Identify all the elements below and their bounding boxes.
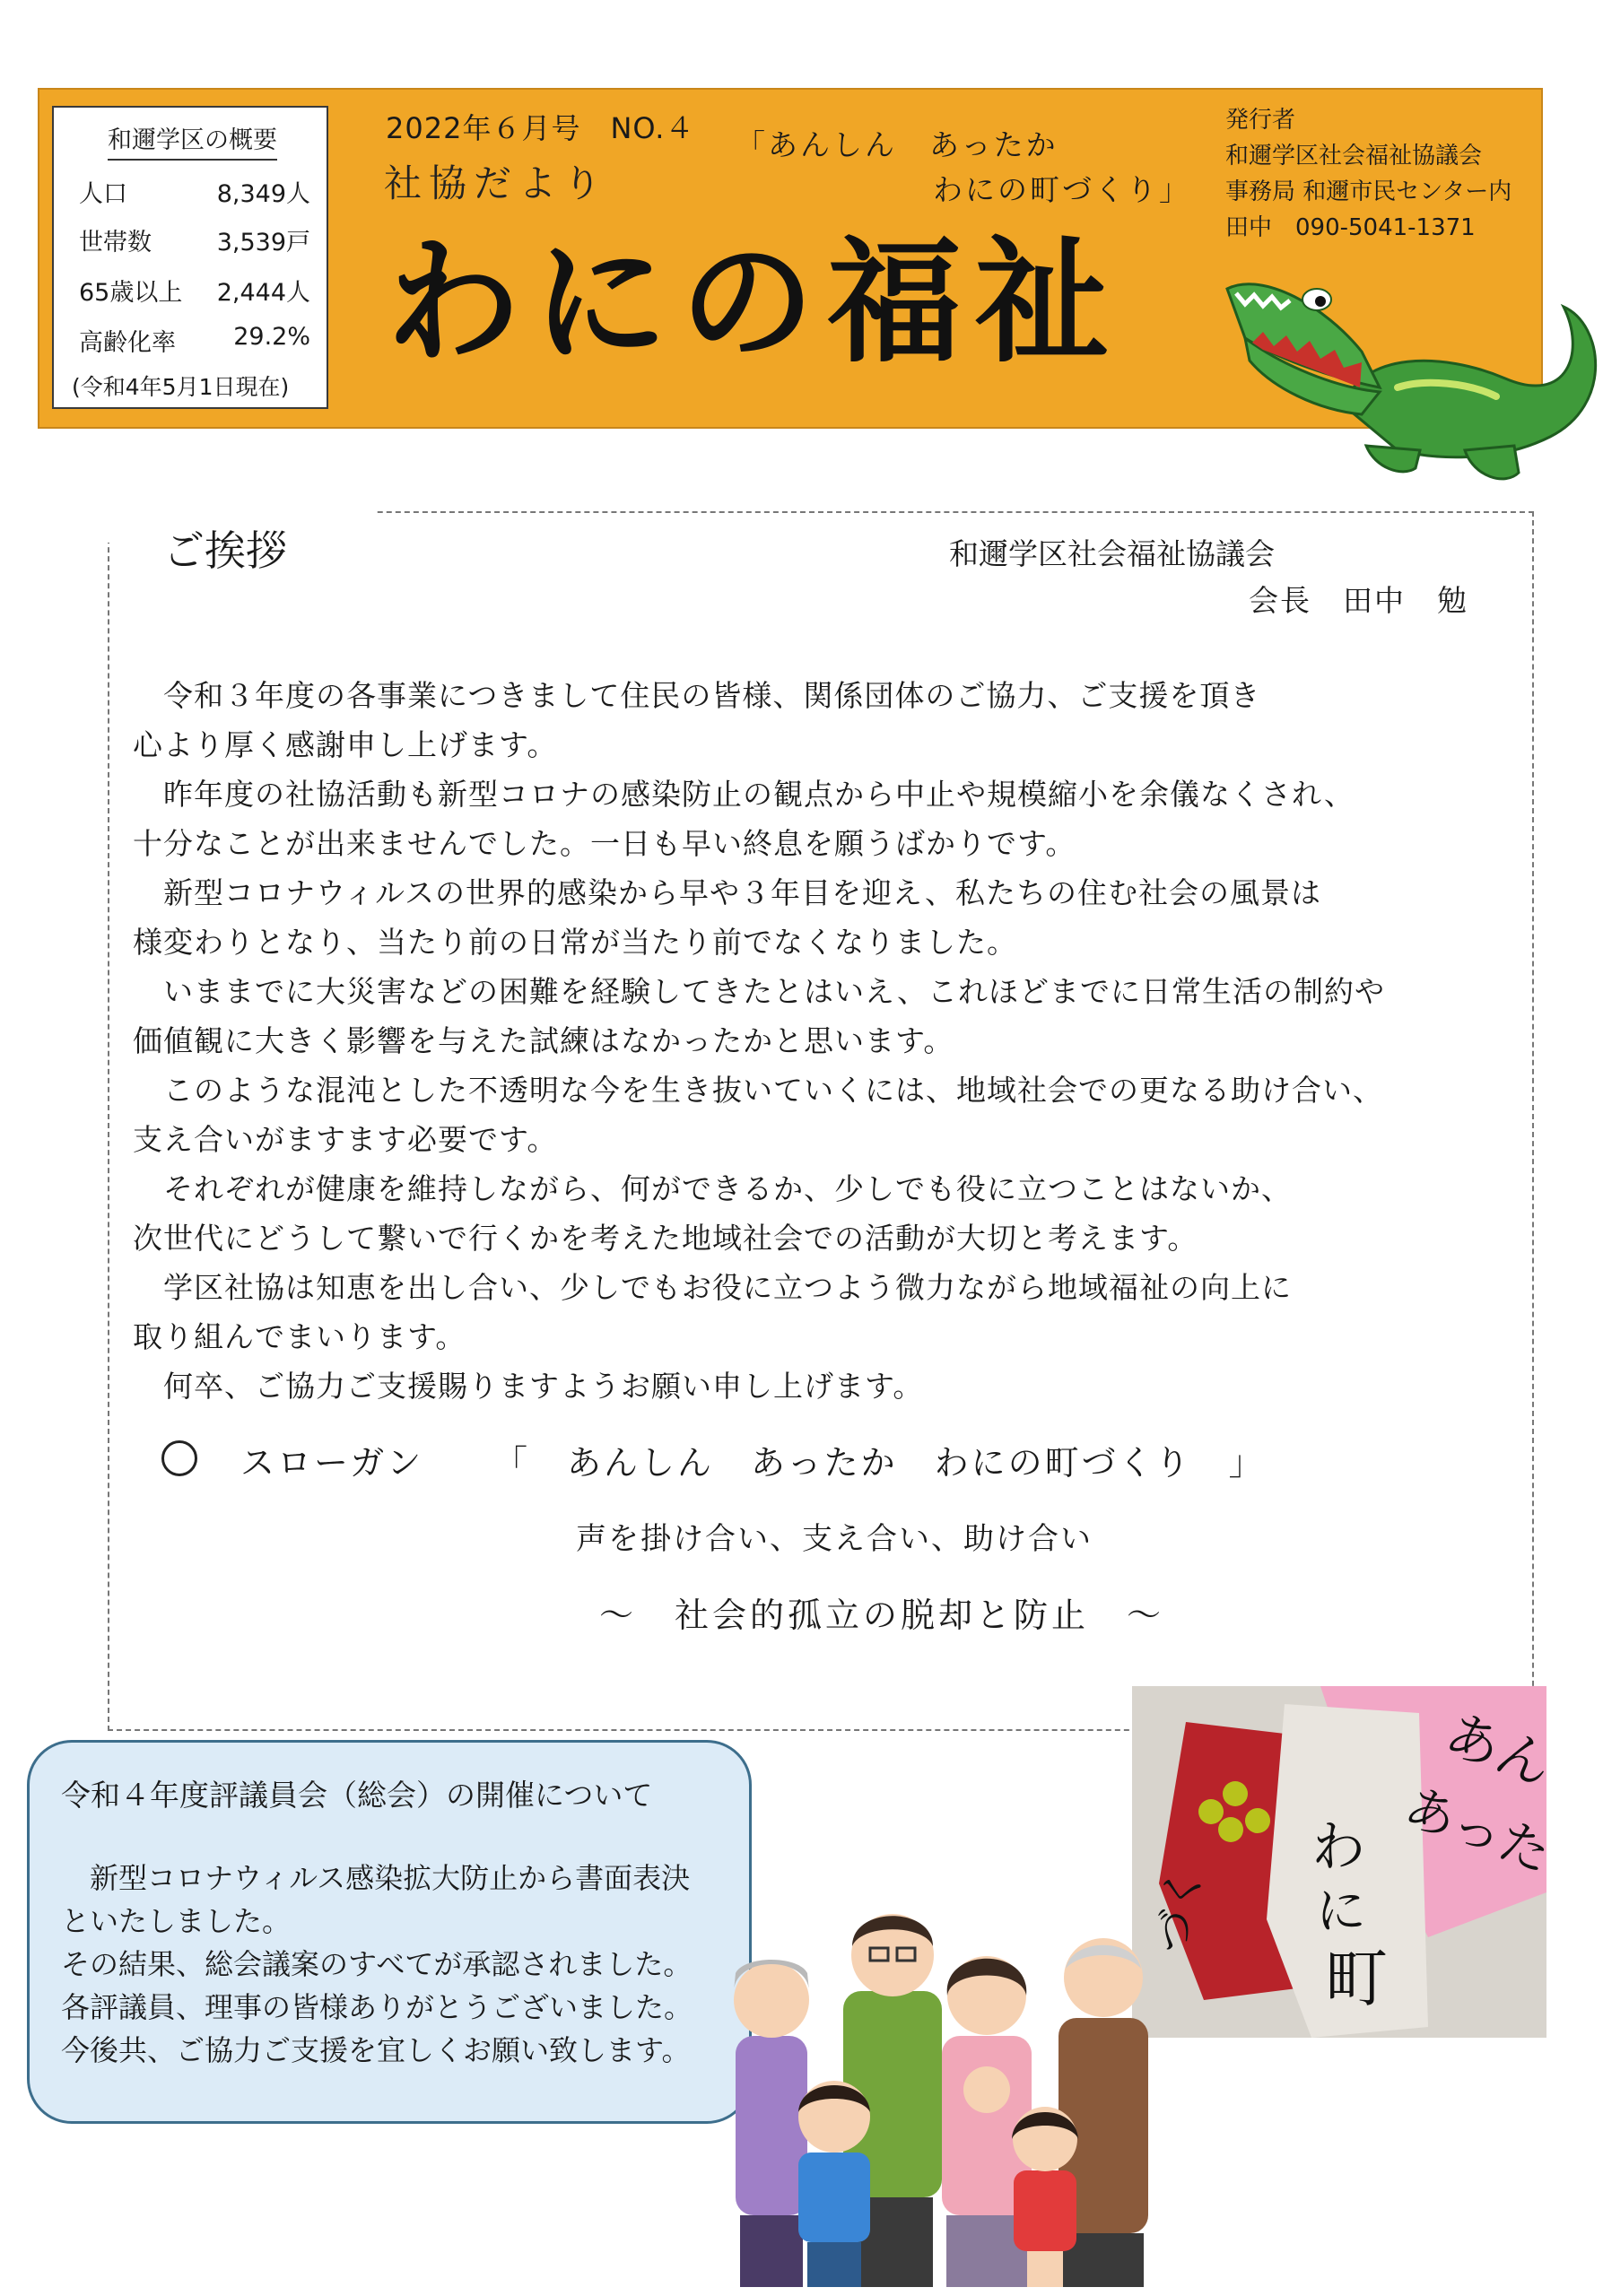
greeting-line: いままでに大災害などの困難を経験してきたとはいえ、これほどまでに日常生活の制約や [133,974,1385,1009]
council-line: 今後共、ご協力ご支援を宜しくお願い致します。 [61,2033,691,2067]
header-slogan-line2: わにの町づくり」 [933,172,1191,207]
greeting-line: 様変わりとなり、当たり前の日常が当たり前でなくなりました。 [133,925,1017,960]
greeting-line: 次世代にどうして繋いで行くかを考えた地域社会での活動が大切と考えます。 [133,1221,1198,1256]
council-line: その結果、総会議案のすべてが承認されました。 [61,1947,693,1981]
overview-label: 人口 [79,180,127,208]
overview-title: 和邇学区の概要 [108,120,277,161]
overview-label: 65歳以上 [79,279,183,307]
svg-text:町: 町 [1325,1942,1388,2015]
overview-label: 高齢化率 [79,329,176,357]
greeting-line: 十分なことが出来ませんでした。一日も早い終息を願うばかりです。 [133,826,1076,861]
greeting-organization: 和邇学区社会福祉協議会 [949,536,1275,571]
family-illustration-icon [718,1883,1184,2296]
overview-value: 29.2% [233,323,310,351]
publisher-info [1225,102,1512,246]
greeting-body [133,671,1505,1411]
svg-text:あった: あった [1397,1778,1558,1884]
slogan-banner-photo [1132,1686,1560,2038]
greeting-line: 価値観に大きく影響を与えた試練はなかったかと思います。 [133,1023,954,1058]
banner-photo-image [1132,1686,1560,2038]
greeting-line: 取り組んでまいります。 [133,1319,466,1354]
overview-value: 3,539戸 [216,229,310,257]
motto-line1: 声を掛け合い、支え合い、助け合い [576,1521,1093,1557]
header-slogan-line1: 「あんしん あったか [736,127,1059,162]
slogan-text: 「 あんしん あったか わにの町づくり 」 [493,1443,1266,1483]
greeting-line: 昨年度の社協活動も新型コロナの感染防止の観点から中止や規模縮小を余儀なくされ、 [133,777,1355,812]
council-line: といたしました。 [61,1904,292,1938]
svg-text:に: に [1316,1883,1366,1941]
publisher-office: 事務局 和邇市民センター内 [1225,178,1512,205]
overview-row-over65 [79,273,321,309]
greeting-line: 支え合いがますます必要です。 [133,1122,558,1157]
council-notice-title: 令和４年度評議員会（総会）の開催について [61,1778,653,1813]
overview-label: 世帯数 [79,229,152,257]
svg-text:づく: づく [1146,1863,1212,1958]
overview-row-households [79,222,321,258]
svg-text:あん: あん [1436,1702,1560,1799]
council-line: 各評議員、理事の皆様ありがとうございました。 [61,1990,693,2024]
crocodile-mascot-icon [1209,253,1597,522]
publisher-label: 発行者 [1225,107,1296,134]
greeting-line: 新型コロナウィルスの世界的感染から早や３年目を迎え、私たちの住む社会の風景は [133,875,1322,910]
svg-text:わ: わ [1311,1816,1365,1879]
motto-line2: ～ 社会的孤立の脱却と防止 ～ [599,1596,1165,1635]
greeting-line: 何卒、ご協力ご支援賜りますようお願い申し上げます。 [133,1369,924,1404]
overview-value: 2,444人 [216,279,310,307]
newsletter-subtitle: 社協だより [384,161,609,205]
publisher-contact: 田中 090-5041-1371 [1225,214,1476,241]
greeting-line: 学区社協は知恵を出し合い、少しでもお役に立つよう微力ながら地域福祉の向上に [133,1270,1292,1305]
greeting-line: それぞれが健康を維持しながら、何ができるか、少しでも役に立つことはないか、 [133,1171,1292,1206]
greeting-line: このような混沌とした不透明な今を生き抜いていくには、地域社会での更なる助け合い、 [133,1073,1383,1108]
issue-number: 2022年６月号 NO.４ [386,111,695,145]
overview-row-aging-rate [79,323,321,359]
greeting-chair-name: 会長 田中 勉 [1249,583,1468,618]
slogan-label: スローガン [240,1443,424,1483]
newsletter-title: わにの福祉 [386,223,1122,381]
greeting-line: 令和３年度の各事業につきまして住民の皆様、関係団体のご協力、ご支援を頂き [133,678,1261,713]
overview-row-population [79,174,321,210]
publisher-org: 和邇学区社会福祉協議会 [1225,143,1483,170]
council-line: 新型コロナウィルス感染拡大防止から書面表決 [61,1861,691,1895]
bullet-circle-icon [161,1440,197,1476]
greeting-title: ご挨拶 [163,526,287,575]
council-notice-body [61,1857,693,2072]
district-overview-box [52,106,328,409]
overview-value: 8,349人 [216,180,310,208]
greeting-line: 心より厚く感謝申し上げます。 [133,727,558,762]
overview-date-note: (令和4年5月1日現在) [72,374,290,400]
